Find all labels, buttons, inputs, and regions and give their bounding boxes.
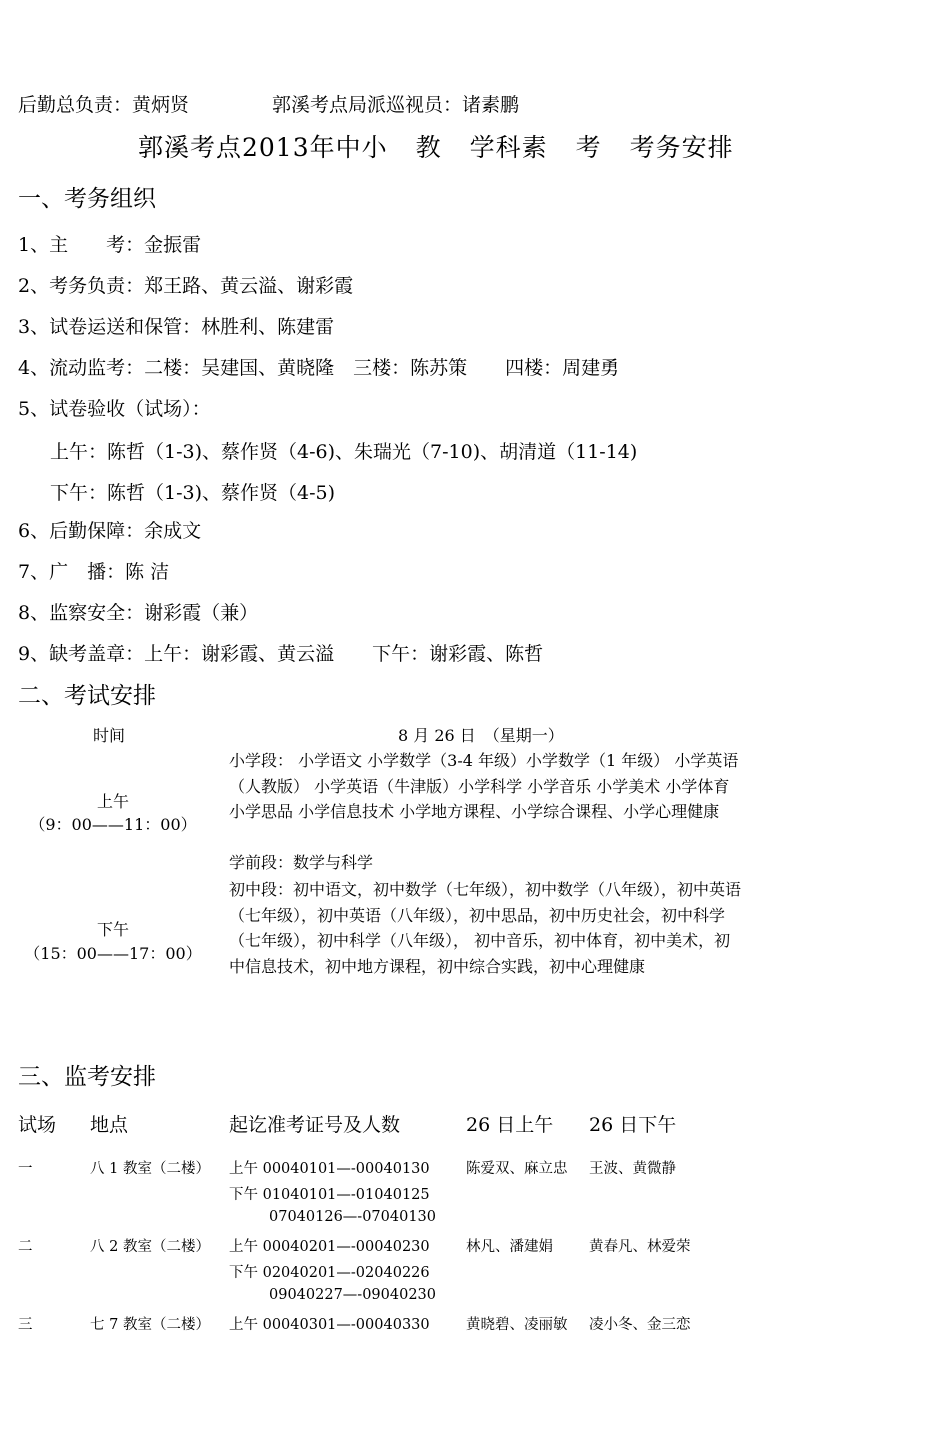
section-1-heading: 一、考务组织 [18, 186, 156, 212]
morning-preschool-subjects: 学前段：数学与科学 [229, 853, 374, 872]
title-part-2: 教 [415, 133, 442, 162]
row-2-place: 八 2 教室（二楼） [90, 1239, 210, 1255]
row-3-room: 三 [18, 1317, 33, 1333]
logistics-head-text: 后勤总负责：黄炳贤 [18, 94, 190, 116]
row-2-range-pm-2: 09040227—-09040230 [269, 1287, 437, 1303]
afternoon-label: 下午 [96, 920, 129, 939]
list-item: 5、试卷验收（试场）： [18, 398, 211, 420]
row-2-range-am: 上午 00040201—-00040230 [229, 1239, 430, 1255]
section-2-heading: 二、考试安排 [18, 683, 156, 709]
afternoon-junior-subjects: 初中段：初中语文，初中数学（七年级），初中数学（八年级），初中英语（七年级），初中英语（八年级），初中思品，初中历史社会，初中科学（七年级），初中科学（八年级）， 初中音乐，初中体育，初中美术，初中信息技术，初中地方课程，初中综合实践，初中心理健康 [229, 880, 742, 976]
row-1-range-pm: 下午 01040101—-01040125 [229, 1187, 430, 1203]
list-item: 4、流动监考：二楼：吴建国、黄晓隆 三楼：陈苏策 四楼：周建勇 [18, 357, 620, 379]
col-header-place: 地点 [90, 1114, 129, 1136]
row-1-place: 八 1 教室（二楼） [90, 1161, 210, 1177]
row-1-room: 一 [18, 1161, 33, 1177]
morning-time: （9：00——11：00） [29, 815, 197, 834]
list-item: 2、考务负责：郑王路、黄云溢、谢彩霞 [18, 275, 354, 297]
col-header-room: 试场 [18, 1114, 57, 1136]
col-header-pm: 26 日下午 [589, 1114, 677, 1136]
list-item: 6、后勤保障：余成文 [18, 520, 202, 542]
col-header-am: 26 日上午 [466, 1114, 554, 1136]
title-part-4: 考 [575, 133, 602, 162]
afternoon-time: （15：00——17：00） [24, 944, 202, 963]
list-item: 7、广 播：陈 洁 [18, 561, 170, 583]
morning-label: 上午 [96, 792, 129, 811]
row-3-range-am: 上午 00040301—-00040330 [229, 1317, 430, 1333]
row-2-proctors-am: 林凡、潘建娟 [466, 1239, 553, 1255]
row-2-room: 二 [18, 1239, 33, 1255]
title-part-1: 郭溪考点2013年中小 [138, 133, 388, 162]
row-1-proctors-pm: 王波、黄微静 [589, 1161, 676, 1177]
list-item: 9、缺考盖章：上午：谢彩霞、黄云溢 下午：谢彩霞、陈哲 [18, 643, 544, 665]
time-header: 时间 [93, 726, 126, 745]
title-part-5: 考务安排 [629, 133, 734, 162]
date-header: 8 月 26 日 （星期一） [398, 726, 564, 745]
morning-primary-subjects: 小学段： 小学语文 小学数学（3-4 年级）小学数学（1 年级） 小学英语（人教版） 小学英语（牛津版）小学科学 小学音乐 小学美术 小学体育 小学思品 小学信息技术 小学地方课程、小学综合课程、小学心理健康 [229, 751, 739, 822]
title-part-3: 学科素 [469, 133, 548, 162]
row-2-proctors-pm: 黄春凡、林爱荣 [589, 1239, 691, 1255]
row-3-proctors-am: 黄晓碧、凌丽敏 [466, 1317, 568, 1333]
row-1-range-pm-2: 07040126—-07040130 [269, 1209, 437, 1225]
col-header-range: 起讫准考证号及人数 [229, 1114, 401, 1136]
list-item: 下午：陈哲（1-3)、蔡作贤（4-5) [50, 482, 336, 504]
page-title [138, 128, 734, 164]
section-3-heading: 三、监考安排 [18, 1064, 156, 1090]
list-item: 3、试卷运送和保管：林胜利、陈建雷 [18, 316, 335, 338]
row-1-range-am: 上午 00040101—-00040130 [229, 1161, 430, 1177]
list-item: 上午：陈哲（1-3)、蔡作贤（4-6)、朱瑞光（7-10)、胡清道（11-14) [50, 441, 638, 463]
inspector-text: 郭溪考点局派巡视员：诸素鹏 [272, 94, 520, 116]
list-item: 8、监察安全：谢彩霞（兼） [18, 602, 259, 624]
row-2-range-pm: 下午 02040201—-02040226 [229, 1265, 430, 1281]
row-3-proctors-pm: 凌小冬、金三恋 [589, 1317, 691, 1333]
row-3-place: 七 7 教室（二楼） [90, 1317, 210, 1333]
list-item: 1、主 考：金振雷 [18, 234, 202, 256]
row-1-proctors-am: 陈爱双、麻立忠 [466, 1161, 568, 1177]
